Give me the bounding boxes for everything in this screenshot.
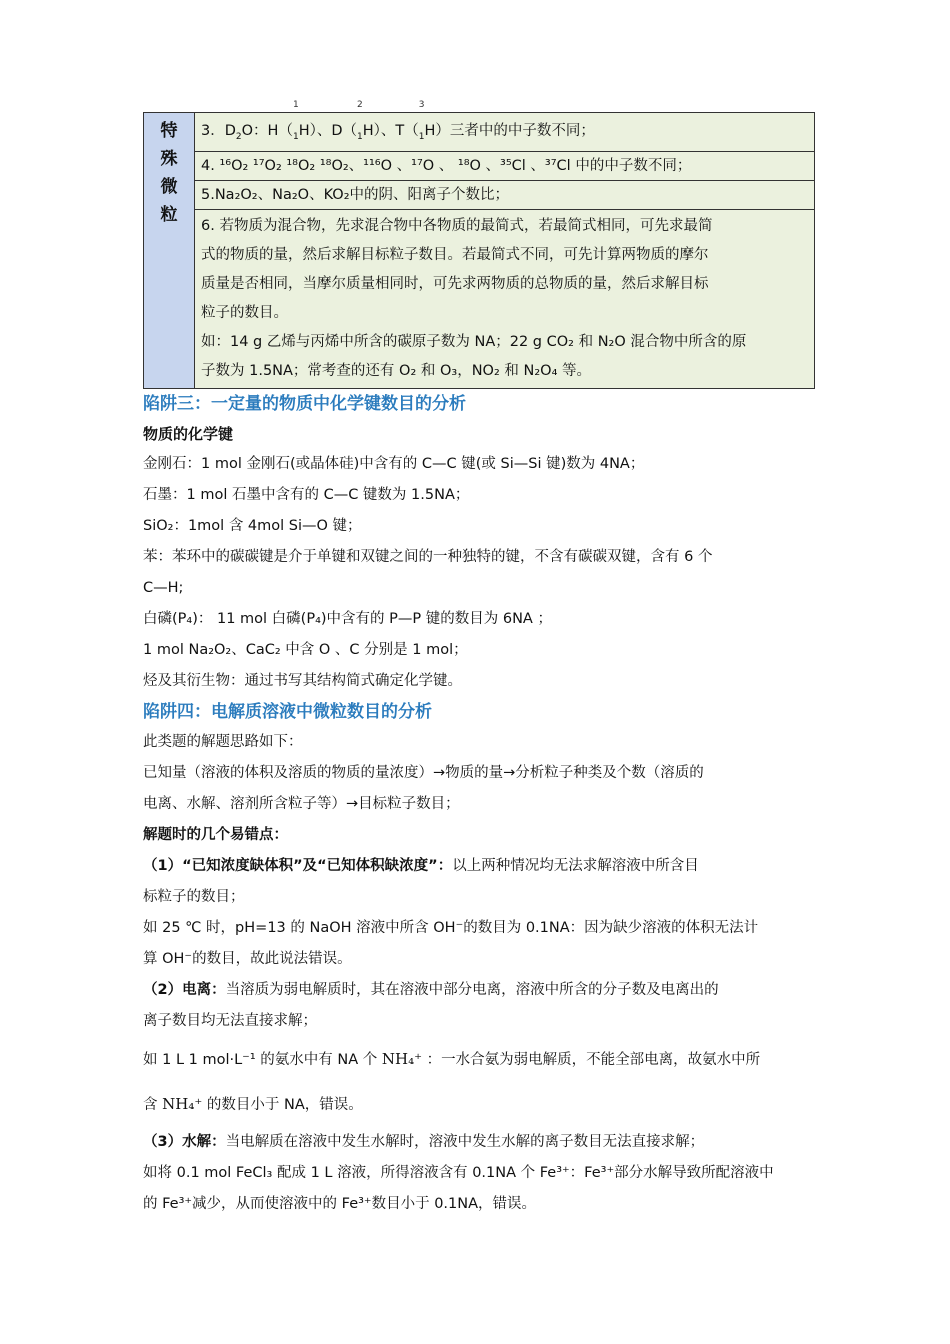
point2-example2: 含 NH₄⁺ 的数目小于 NA，错误。 [143,1094,363,1113]
intro-text: 此类题的解题思路如下： [143,733,303,750]
ammonium-formula: NH₄⁺ [162,1094,203,1113]
point1-line2: 标粒子的数目； [143,888,245,905]
flow-line: 电离、水解、溶剂所含粒子等）→目标粒子数目； [143,795,460,812]
row-isotopes-h: 3．$D_2O$：H（ 1 $_1$H）、D（ 2 $_1$H）、T（ 3 $_1$H）三者中的中子数不同； [195,113,815,152]
point3-line: （3）水解：当电解质在溶液中发生水解时，溶液中发生水解的离子数目无法直接求解； [143,1133,705,1150]
point3-example: 如将 0.1 mol FeCl₃ 配成 1 L 溶液，所得溶液含有 0.1NA 个 Fe³⁺：Fe³⁺部分水解导致所配溶液中 [143,1164,774,1181]
bond-line: 石墨：1 mol 石墨中含有的 C—C 键数为 1.5NA； [143,486,470,503]
ammonium-formula: NH₄⁺ [381,1049,422,1068]
row-mixture: 6. 若物质为混合物，先求混合物中各物质的最简式，若最简式相同，可先求最简 式的物质的量，然后求解目标粒子数目。若最简式不同，可先计算两物质的摩尔 质量是否相同，当摩尔质量相同时，可先求两物质的总物质的量，然后求解目标 粒子的数目。 如：14 g 乙烯与丙烯中所含的碳原子数为 NA；22 g CO₂ 和 N₂O 混合物中所含的原 子数为 1.5NA；常考查的还有 O₂ 和 O₃，NO₂ 和 N₂O₄ 等。 [195,209,815,388]
bond-line: C—H; [143,579,184,596]
point1-example2: 算 OH⁻的数目，故此说法错误。 [143,950,352,967]
bond-line: 金刚石：1 mol 金刚石(或晶体硅)中含有的 C—C 键(或 Si—Si 键)数为 4NA； [143,455,645,472]
errors-heading: 解题时的几个易错点： [143,826,288,843]
side-label: 特 殊 微 粒 [144,113,195,389]
point3-example2: 的 Fe³⁺减少，从而使溶液中的 Fe³⁺数目小于 0.1NA，错误。 [143,1195,537,1212]
bond-line: 1 mol Na₂O₂、CaC₂ 中含 O 、C 分别是 1 mol； [143,641,468,658]
document-page [143,100,815,1220]
bond-line: 白磷(P₄)： 11 mol 白磷(P₄)中含有的 P—P 键的数目为 6NA ； [143,610,552,627]
row-ion-ratio: 5.Na₂O₂、Na₂O、KO₂中的阴、阳离子个数比； [195,180,815,209]
row-isotopes-o: 4. ¹⁶O₂ ¹⁷O₂ ¹⁸O₂ ¹⁸O₂、¹¹⁶O 、¹⁷O 、 ¹⁸O 、³⁵Cl 、³⁷Cl 中的中子数不同； [195,151,815,180]
point2-line: （2）电离：当溶质为弱电解质时，其在溶液中部分电离，溶液中所含的分子数及电离出的 [143,981,719,998]
section3-subheading: 物质的化学键 [143,424,234,443]
point2-example: 如 1 L 1 mol·L⁻¹ 的氨水中有 NA 个 NH₄⁺ ：一水合氨为弱电解质，不能全部电离，故氨水中所 [143,1049,761,1068]
special-particles-table [143,100,815,389]
point1-line: （1）“已知浓度缺体积”及“已知体积缺浓度”：以上两种情况均无法求解溶液中所含目 [143,857,699,874]
bond-line: SiO₂：1mol 含 4mol Si—O 键； [143,517,362,534]
flow-line: 已知量（溶液的体积及溶质的物质的量浓度）→物质的量→分析粒子种类及个数（溶质的 [143,764,704,781]
point2-line2: 离子数目均无法直接求解； [143,1012,317,1029]
section3-heading: 陷阱三：一定量的物质中化学键数目的分析 [143,393,466,414]
point1-example: 如 25 ℃ 时，pH=13 的 NaOH 溶液中所含 OH⁻的数目为 0.1NA：因为缺少溶液的体积无法计 [143,919,759,936]
bond-line: 烃及其衍生物：通过书写其结构简式确定化学键。 [143,672,462,689]
section4-heading: 陷阱四：电解质溶液中微粒数目的分析 [143,701,432,722]
bond-line: 苯：苯环中的碳碳键是介于单键和双键之间的一种独特的键，不含有碳碳双键，含有 6 个 [143,548,713,565]
